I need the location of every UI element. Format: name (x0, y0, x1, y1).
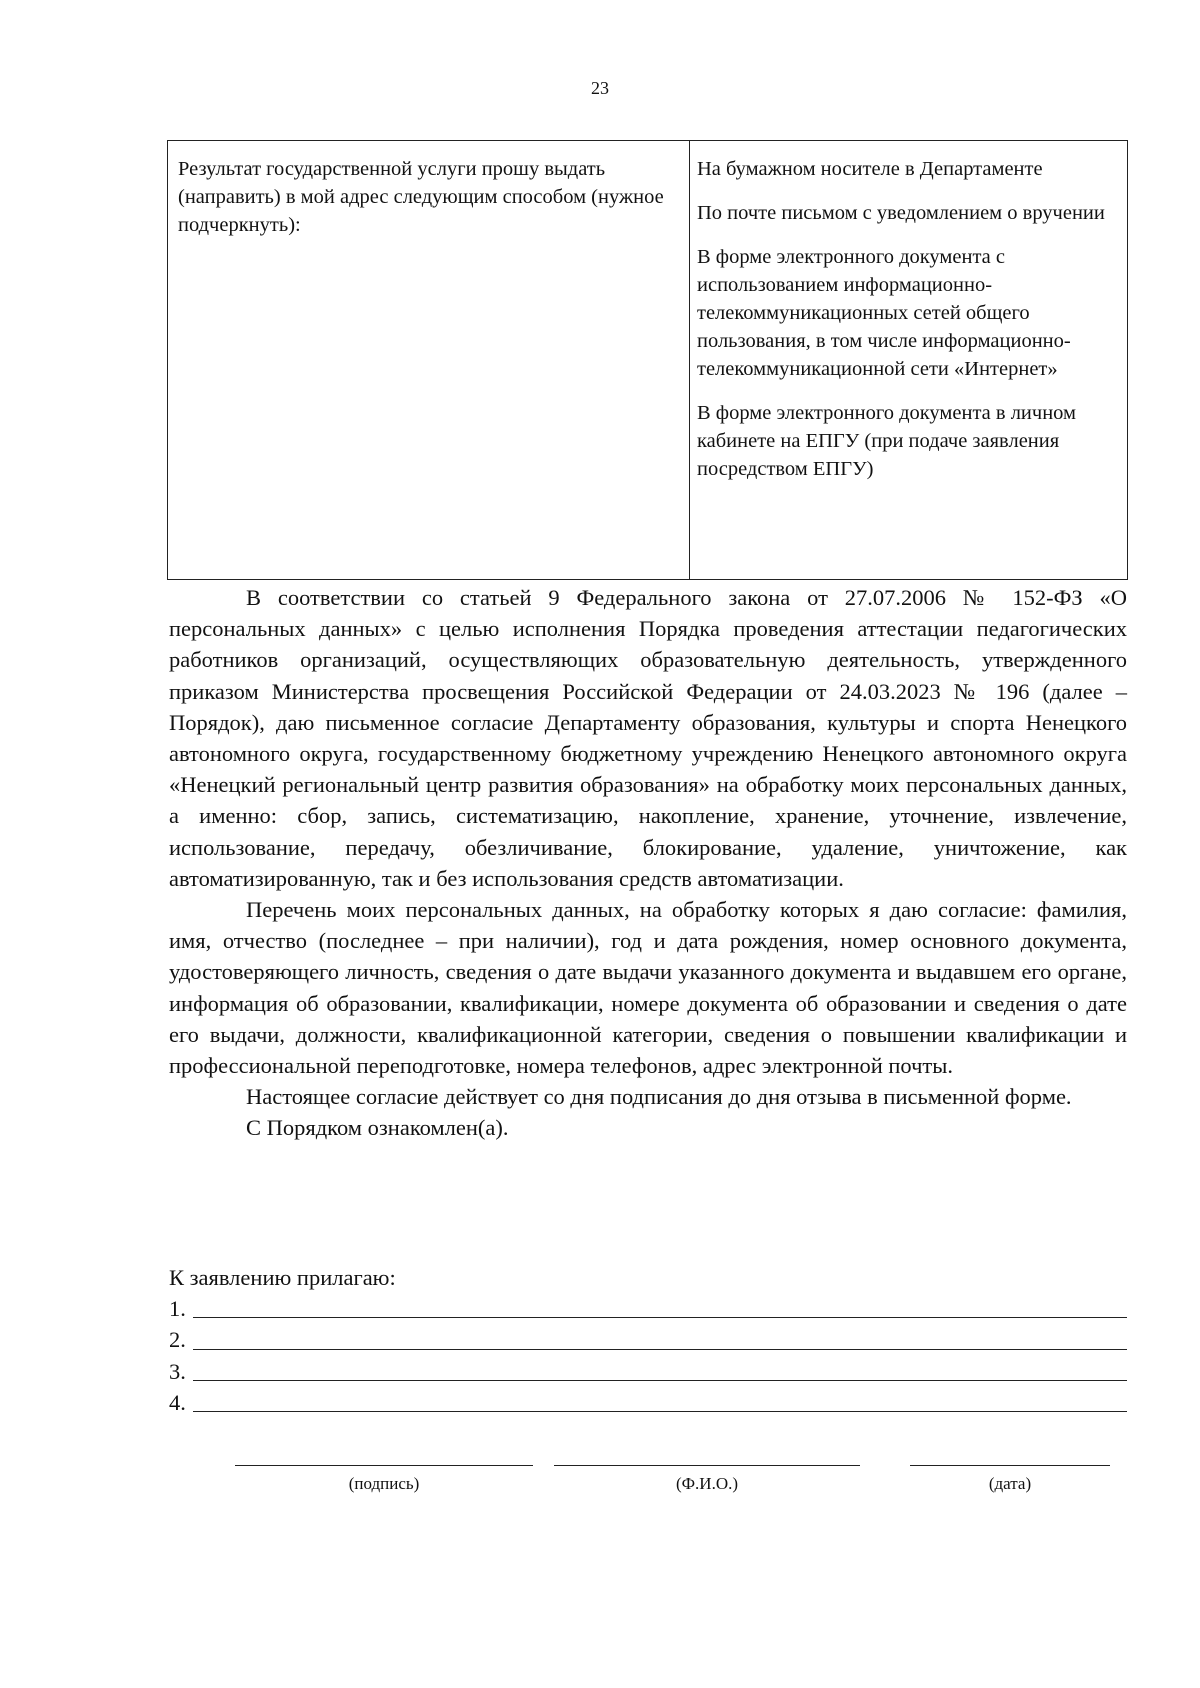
date-line[interactable] (910, 1465, 1110, 1466)
consent-validity-paragraph: Настоящее согласие действует со дня подписания до дня отзыва в письменной форме. (246, 1084, 1072, 1110)
result-delivery-table (167, 140, 1128, 580)
full-name-caption: (Ф.И.О.) (675, 1474, 739, 1493)
attachment-number: 3. (169, 1358, 186, 1384)
personal-data-list-paragraph: Перечень моих персональных данных, на обработку которых я даю согласие: фамилия, имя, отчество (последнее – при наличии), год и дата рождения, номер основного документа, удостоверяющего личность, сведения о дате выдачи указанного документа и выдавшем его органе, информация об образовании, квалификации, номере документа об образовании и сведения о дате его выдачи, должности, квалификационной категории, сведения о повышении квалификации и профессиональной переподготовке, номера телефонов, адрес электронной почты. (169, 897, 1127, 1079)
delivery-options-cell (690, 141, 1128, 580)
full-name-line[interactable] (554, 1465, 860, 1466)
delivery-option-epgu: В форме электронного документа в личном кабинете на ЕПГУ (при подаче заявления посредством ЕПГУ) (697, 402, 1077, 480)
attachment-field[interactable] (193, 1297, 1127, 1318)
delivery-option-mail: По почте письмом с уведомлением о вручении (697, 202, 1105, 224)
attachments-section (169, 1262, 1127, 1418)
delivery-option-paper: На бумажном носителе в Департаменте (697, 158, 1043, 180)
consent-paragraph: В соответствии со статьей 9 Федерального закона от 27.07.2006 № 152-ФЗ «О персональных данных» с целью исполнения Порядка проведения аттестации педагогических работников организаций, осуществляющих образовательную деятельность, утвержденного приказом Министерства просвещения Российской Федерации от 24.03.2023 № 196 (далее – Порядок), даю письменное согласие Департаменту образования, культуры и спорта Ненецкого автономного округа, государственному бюджетному учреждению Ненецкого автономного округа «Ненецкий региональный центр развития образования» на обработку моих персональных данных, а именно: сбор, запись, систематизацию, накопление, хранение, уточнение, извлечение, использование, передачу, обезличивание, блокирование, удаление, уничтожение, как автоматизированную, так и без использования средств автоматизации. (169, 585, 1127, 891)
signature-line[interactable] (235, 1465, 533, 1466)
date-caption: (дата) (988, 1474, 1032, 1493)
attachment-field[interactable] (193, 1391, 1127, 1412)
consent-text (169, 582, 1127, 1144)
full-name-block[interactable] (554, 1465, 860, 1494)
delivery-method-label: Результат государственной услуги прошу выдать (направить) в мой адрес следующим способом (нужное подчеркнуть): (168, 141, 690, 580)
attachments-title: К заявлению прилагаю: (169, 1265, 396, 1290)
acknowledgement-paragraph: С Порядком ознакомлен(а). (246, 1115, 509, 1141)
attachment-number: 1. (169, 1296, 186, 1322)
signature-caption: (подпись) (348, 1474, 420, 1493)
delivery-option-internet: В форме электронного документа с использованием информационно-телекоммуникационных сетей общего пользования, в том числе информационно-телекоммуникационной сети «Интернет» (697, 246, 1071, 380)
attachment-number: 2. (169, 1327, 186, 1353)
date-block[interactable] (910, 1465, 1110, 1494)
attachment-line[interactable] (169, 1387, 1127, 1418)
attachment-field[interactable] (193, 1329, 1127, 1350)
attachment-field[interactable] (193, 1360, 1127, 1381)
attachment-line[interactable] (169, 1356, 1127, 1387)
table-row (168, 141, 1128, 580)
page-number: 23 (591, 78, 609, 98)
signature-block[interactable] (235, 1465, 533, 1494)
attachment-line[interactable] (169, 1324, 1127, 1355)
attachment-line[interactable] (169, 1293, 1127, 1324)
attachment-number: 4. (169, 1389, 186, 1415)
